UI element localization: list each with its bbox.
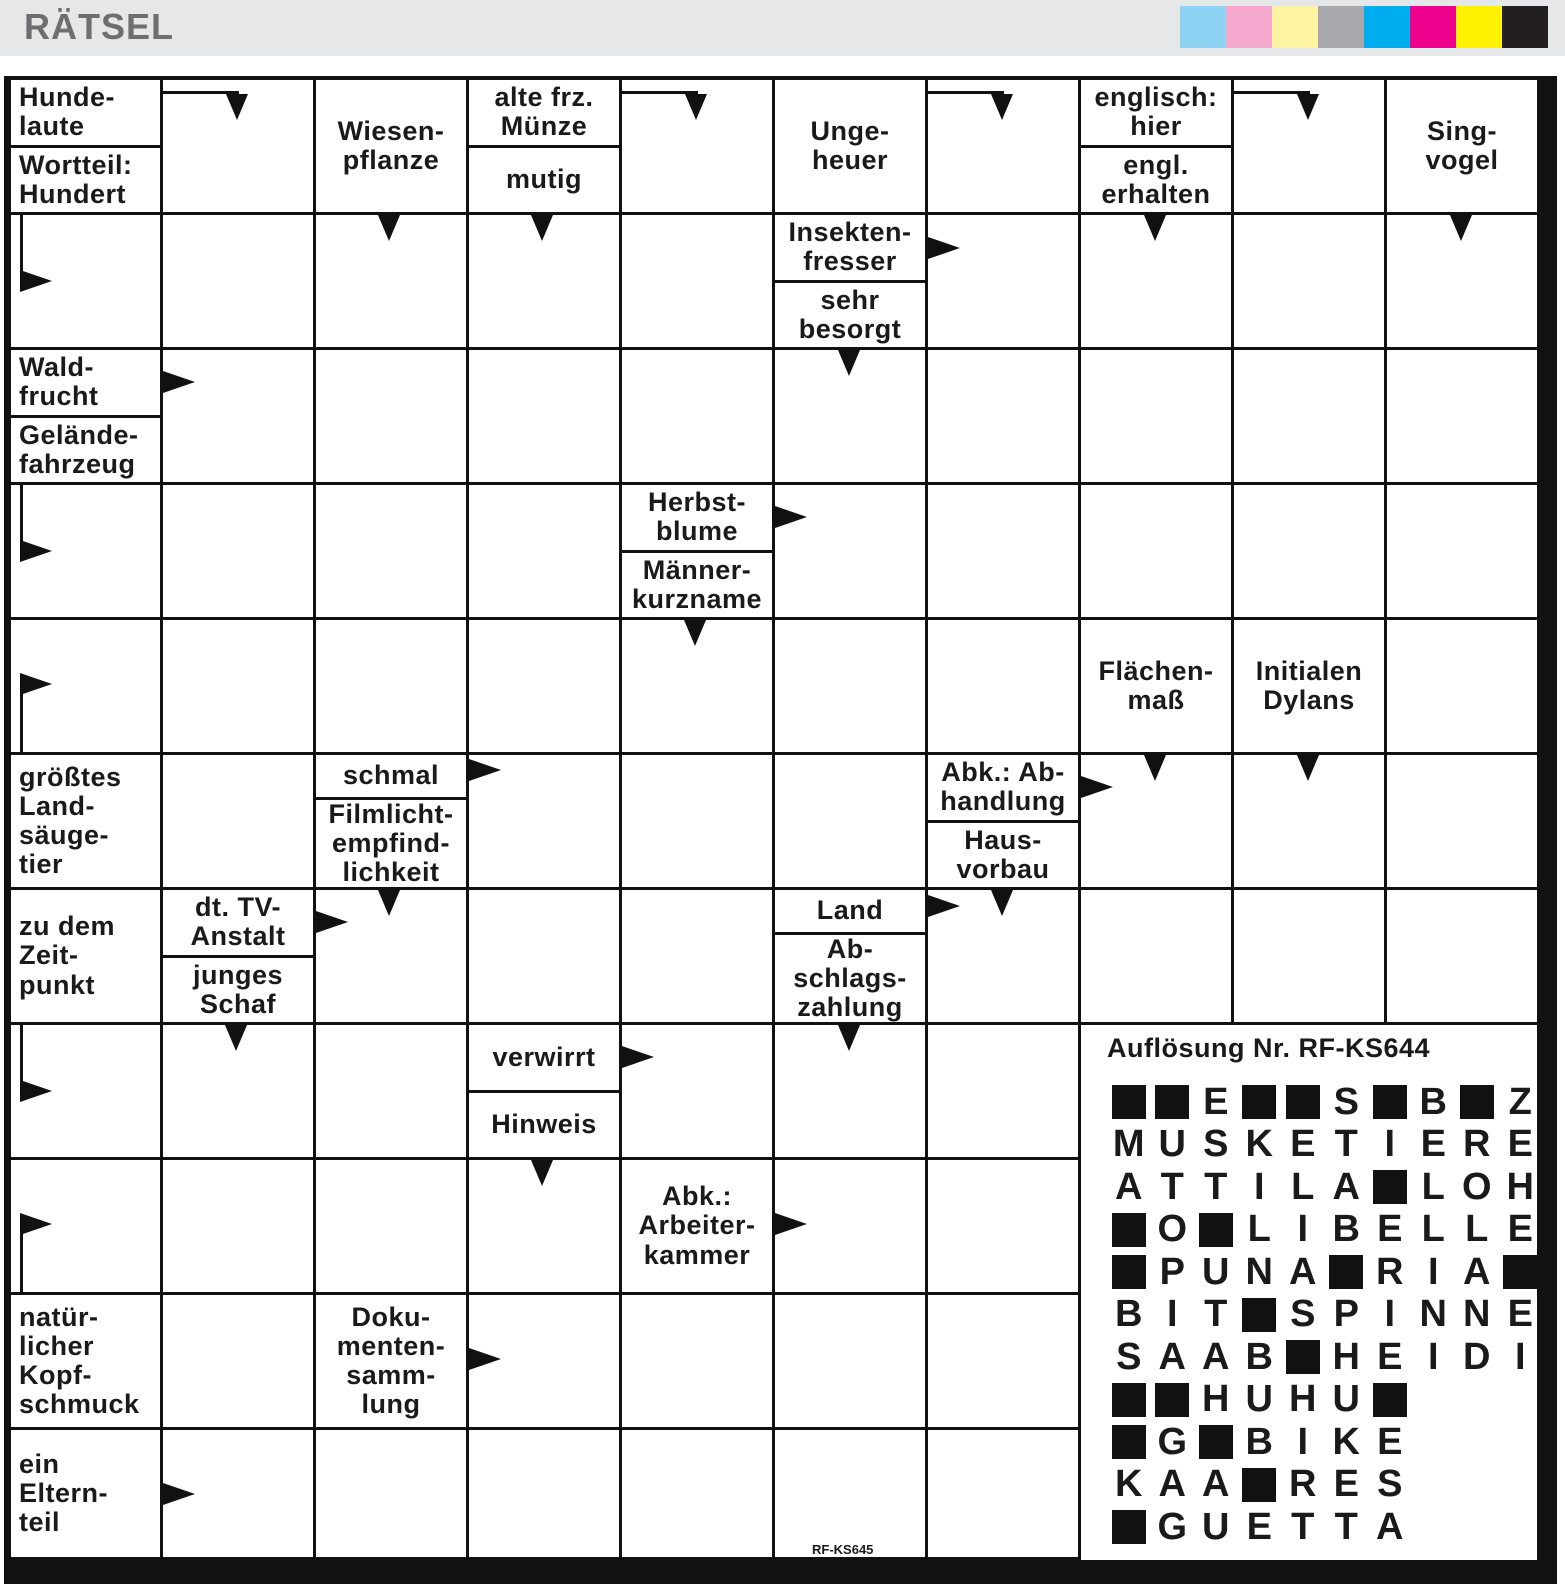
answer-cell[interactable] — [1081, 890, 1231, 1022]
solution-letter: H — [1332, 1335, 1360, 1378]
solution-letter: I — [1297, 1208, 1309, 1250]
solution-letter: E — [1333, 1463, 1359, 1505]
answer-cell[interactable] — [163, 1160, 313, 1292]
answer-cell[interactable] — [163, 1295, 313, 1427]
solution-row — [1107, 1378, 1412, 1420]
answer-cell[interactable] — [622, 215, 772, 347]
arrow-down-icon — [1144, 215, 1166, 241]
header-bar — [0, 0, 1565, 56]
solution-letter: L — [1247, 1208, 1271, 1250]
arrow-right-icon — [20, 1080, 52, 1102]
solution-letter: E — [1420, 1123, 1446, 1165]
arrow-right-icon — [316, 911, 348, 933]
answer-cell[interactable] — [163, 620, 313, 752]
solution-row — [1107, 1293, 1542, 1335]
solution-letter: K — [1115, 1463, 1143, 1505]
clue-cell — [622, 485, 772, 617]
answer-cell[interactable] — [775, 620, 925, 752]
answer-cell[interactable] — [1234, 215, 1384, 347]
clue-cell — [316, 80, 466, 212]
page-title: RÄTSEL — [24, 6, 174, 47]
solution-letter: U — [1245, 1378, 1273, 1420]
clue-text: Hinweis — [469, 1090, 619, 1158]
clue-text: Hunde- laute — [19, 82, 115, 142]
answer-cell[interactable] — [928, 1295, 1078, 1427]
answer-cell[interactable] — [1234, 890, 1384, 1022]
solution-letter: A — [1158, 1463, 1186, 1505]
solution-letter: S — [1377, 1463, 1403, 1505]
solution-letter: K — [1332, 1420, 1360, 1463]
solution-letter: I — [1384, 1123, 1396, 1165]
clue-text: englisch: hier — [1094, 82, 1218, 142]
answer-cell[interactable] — [775, 1430, 925, 1557]
clue-text: Ab- schlags- zahlung — [775, 932, 925, 1022]
arrow-down-icon — [838, 1025, 860, 1051]
color-swatch — [1226, 6, 1272, 48]
clue-cell — [316, 1295, 466, 1427]
solution-letter: D — [1463, 1335, 1491, 1378]
solution-letter: P — [1159, 1250, 1185, 1293]
solution-letter: L — [1421, 1165, 1445, 1208]
clue-text: größtes Land- säuge- tier — [19, 761, 122, 880]
solution-block — [1460, 1085, 1494, 1119]
answer-cell[interactable] — [316, 620, 466, 752]
solution-block — [1112, 1425, 1146, 1459]
solution-letter: L — [1465, 1208, 1489, 1250]
solution-row — [1107, 1208, 1542, 1250]
solution-letter: G — [1157, 1505, 1188, 1548]
solution-row — [1107, 1250, 1542, 1293]
solution-letter: G — [1157, 1420, 1188, 1463]
clue-cell — [622, 1160, 772, 1292]
solution-letter: B — [1115, 1293, 1143, 1335]
solution-row — [1107, 1505, 1412, 1548]
clue-text: Filmlicht- empfind- lichkeit — [316, 797, 466, 887]
arrow-down-icon — [531, 215, 553, 241]
solution-block — [1112, 1213, 1146, 1247]
clue-text: natür- licher Kopf- schmuck — [19, 1301, 140, 1420]
solution-block — [1199, 1213, 1233, 1247]
solution-letter: I — [1166, 1293, 1178, 1335]
clue-text: engl. erhalten — [1081, 145, 1231, 213]
answer-cell[interactable] — [928, 1430, 1078, 1557]
solution-letter: P — [1333, 1293, 1359, 1335]
solution-letter: S — [1203, 1123, 1229, 1165]
solution-letter: I — [1384, 1293, 1396, 1335]
solution-block — [1373, 1085, 1407, 1119]
color-swatch — [1502, 6, 1548, 48]
crossword-board — [4, 76, 1557, 1584]
solution-row — [1107, 1420, 1412, 1463]
answer-cell[interactable] — [928, 485, 1078, 617]
arrow-down-icon — [1144, 755, 1166, 781]
clue-cell — [1081, 80, 1231, 212]
clue-cell — [163, 890, 313, 1022]
arrow-down-icon — [685, 94, 707, 120]
clue-text: Unge- heuer — [810, 115, 890, 175]
clue-text: Land — [816, 895, 884, 926]
solution-letter: K — [1245, 1123, 1273, 1165]
solution-letter: T — [1291, 1505, 1315, 1548]
solution-letter: U — [1202, 1250, 1230, 1293]
answer-cell[interactable] — [928, 350, 1078, 482]
solution-letter: A — [1289, 1250, 1317, 1293]
solution-title: Auflösung Nr. RF-KS644 — [1107, 1033, 1431, 1063]
answer-cell[interactable] — [1081, 350, 1231, 482]
solution-letter: N — [1463, 1293, 1491, 1335]
color-calibration-strip — [1180, 6, 1548, 48]
arrow-down-icon — [1450, 215, 1472, 241]
solution-block — [1286, 1340, 1320, 1374]
clue-text: Abk.: Ab- handlung — [940, 757, 1066, 817]
answer-cell[interactable] — [1081, 485, 1231, 617]
answer-cell[interactable] — [469, 890, 619, 1022]
clue-text: ein Eltern- teil — [19, 1448, 109, 1538]
answer-cell[interactable] — [622, 1430, 772, 1557]
arrow-right-icon — [775, 1213, 807, 1235]
answer-cell[interactable] — [316, 1430, 466, 1557]
arrow-down-icon — [991, 890, 1013, 916]
solution-block — [1155, 1383, 1189, 1417]
arrow-down-icon — [378, 215, 400, 241]
answer-cell[interactable] — [316, 350, 466, 482]
color-swatch — [1180, 6, 1226, 48]
solution-letter: A — [1158, 1335, 1186, 1378]
solution-letter: T — [1204, 1165, 1228, 1208]
answer-cell[interactable] — [469, 1430, 619, 1557]
answer-cell[interactable] — [163, 755, 313, 887]
answer-cell[interactable] — [1387, 485, 1537, 617]
clue-text: Abk.: Arbeiter- kammer — [638, 1181, 756, 1270]
clue-cell — [11, 80, 160, 212]
solution-letter: B — [1245, 1420, 1273, 1463]
solution-row — [1107, 1463, 1412, 1505]
answer-cell[interactable] — [622, 350, 772, 482]
clue-text: Flächen- maß — [1098, 655, 1214, 715]
arrow-down-icon — [838, 350, 860, 376]
solution-letter: A — [1332, 1165, 1360, 1208]
arrow-right-icon — [20, 1213, 52, 1235]
answer-cell[interactable] — [1387, 755, 1537, 887]
clue-text: Haus- vorbau — [928, 820, 1078, 888]
clue-text: Insekten- fresser — [788, 217, 912, 277]
solution-letter: N — [1245, 1250, 1273, 1293]
clue-cell — [11, 350, 160, 482]
arrow-down-icon — [378, 890, 400, 916]
answer-cell[interactable] — [1387, 620, 1537, 752]
solution-letter: I — [1297, 1420, 1309, 1463]
solution-letter: I — [1253, 1165, 1265, 1208]
clue-text: Herbst- blume — [647, 487, 746, 547]
solution-letter: T — [1204, 1293, 1228, 1335]
solution-letter: N — [1419, 1293, 1447, 1335]
clue-text: Initialen Dylans — [1255, 655, 1363, 715]
clue-cell — [1387, 80, 1537, 212]
arrow-right-icon — [469, 1348, 501, 1370]
solution-letter: I — [1427, 1250, 1439, 1293]
solution-letter: O — [1461, 1165, 1492, 1208]
solution-letter: E — [1203, 1080, 1229, 1123]
answer-cell[interactable] — [163, 215, 313, 347]
answer-cell[interactable] — [775, 485, 925, 617]
color-swatch — [1364, 6, 1410, 48]
clue-text: dt. TV- Anstalt — [190, 892, 286, 952]
clue-cell — [469, 80, 619, 212]
arrow-right-icon — [928, 895, 960, 917]
solution-block — [1503, 1255, 1537, 1289]
arrow-right-icon — [1081, 776, 1113, 798]
solution-block — [1112, 1383, 1146, 1417]
solution-letter: U — [1158, 1123, 1186, 1165]
solution-letter: B — [1332, 1208, 1360, 1250]
arrow-right-icon — [775, 506, 807, 528]
solution-block — [1112, 1510, 1146, 1544]
solution-block — [1112, 1085, 1146, 1119]
solution-block — [1242, 1085, 1276, 1119]
answer-cell[interactable] — [928, 1025, 1078, 1157]
solution-letter: S — [1290, 1293, 1316, 1335]
solution-letter: L — [1421, 1208, 1445, 1250]
solution-letter: H — [1202, 1378, 1230, 1420]
answer-cell[interactable] — [622, 1025, 772, 1157]
color-swatch — [1456, 6, 1502, 48]
answer-cell[interactable] — [1387, 350, 1537, 482]
solution-letter: H — [1289, 1378, 1317, 1420]
arrow-right-icon — [469, 759, 501, 781]
clue-text: Sing- vogel — [1425, 115, 1499, 175]
solution-letter: E — [1377, 1420, 1403, 1463]
arrow-down-icon — [1297, 94, 1319, 120]
solution-letter: Z — [1508, 1080, 1532, 1123]
solution-letter: M — [1112, 1123, 1145, 1165]
answer-cell[interactable] — [622, 890, 772, 1022]
arrow-down-icon — [531, 1160, 553, 1186]
solution-letter: E — [1290, 1123, 1316, 1165]
solution-letter: E — [1246, 1505, 1272, 1548]
solution-letter: U — [1332, 1378, 1360, 1420]
arrow-right-icon — [163, 1483, 195, 1505]
clue-text: junges Schaf — [163, 955, 313, 1023]
solution-block — [1329, 1255, 1363, 1289]
answer-cell[interactable] — [775, 755, 925, 887]
solution-letter: L — [1291, 1165, 1315, 1208]
answer-cell[interactable] — [622, 1295, 772, 1427]
solution-letter: H — [1506, 1165, 1534, 1208]
answer-cell[interactable] — [1234, 485, 1384, 617]
solution-letter: S — [1116, 1335, 1142, 1378]
arrow-right-icon — [163, 371, 195, 393]
solution-letter: A — [1463, 1250, 1491, 1293]
color-swatch — [1318, 6, 1364, 48]
solution-block — [1242, 1298, 1276, 1332]
clue-cell — [316, 755, 466, 887]
solution-letter: B — [1419, 1080, 1447, 1123]
puzzle-code: RF-KS645 — [812, 1542, 874, 1557]
answer-cell[interactable] — [928, 620, 1078, 752]
color-swatch — [1410, 6, 1456, 48]
solution-letter: A — [1202, 1335, 1230, 1378]
solution-letter: T — [1334, 1505, 1358, 1548]
answer-cell[interactable] — [928, 1160, 1078, 1292]
solution-block — [1242, 1468, 1276, 1502]
solution-row — [1107, 1123, 1542, 1165]
clue-cell — [775, 215, 925, 347]
arrow-right-icon — [20, 540, 52, 562]
answer-cell[interactable] — [316, 485, 466, 617]
arrow-right-icon — [622, 1046, 654, 1068]
solution-block — [1286, 1085, 1320, 1119]
solution-letter: E — [1377, 1335, 1403, 1378]
clue-cell — [1081, 620, 1231, 752]
answer-cell[interactable] — [469, 485, 619, 617]
clue-cell — [775, 890, 925, 1022]
clue-cell — [11, 1295, 160, 1427]
answer-cell[interactable] — [928, 215, 1078, 347]
clue-cell — [11, 890, 160, 1022]
solution-letter: A — [1376, 1505, 1404, 1548]
solution-letter: A — [1202, 1463, 1230, 1505]
solution-letter: B — [1245, 1335, 1273, 1378]
clue-text: mutig — [469, 145, 619, 213]
solution-letter: T — [1160, 1165, 1184, 1208]
solution-block — [1373, 1383, 1407, 1417]
solution-letter: E — [1507, 1208, 1533, 1250]
solution-letter: R — [1289, 1463, 1317, 1505]
answer-cell[interactable] — [1234, 350, 1384, 482]
clue-text: schmal — [342, 760, 440, 791]
clue-text: Wortteil: Hundert — [11, 145, 160, 213]
color-swatch — [1272, 6, 1318, 48]
clue-cell — [11, 1430, 160, 1557]
answer-cell[interactable] — [163, 485, 313, 617]
solution-letter: R — [1376, 1250, 1404, 1293]
clue-cell — [775, 80, 925, 212]
solution-letter: E — [1377, 1208, 1403, 1250]
solution-letter: O — [1157, 1208, 1188, 1250]
solution-letter: I — [1427, 1335, 1439, 1378]
clue-text: alte frz. Münze — [494, 82, 594, 142]
answer-cell[interactable] — [775, 1295, 925, 1427]
solution-row — [1107, 1165, 1542, 1208]
clue-cell — [1234, 620, 1384, 752]
clue-cell — [928, 755, 1078, 887]
answer-cell[interactable] — [316, 1160, 466, 1292]
arrow-right-icon — [20, 673, 52, 695]
clue-text: Doku- menten- samm- lung — [336, 1301, 446, 1420]
clue-text: Wald- frucht — [19, 352, 99, 412]
solution-block — [1112, 1255, 1146, 1289]
answer-cell[interactable] — [622, 755, 772, 887]
clue-text: Gelände- fahrzeug — [11, 415, 160, 483]
solution-block — [1155, 1085, 1189, 1119]
arrow-right-icon — [20, 270, 52, 292]
solution-row — [1107, 1335, 1542, 1378]
solution-letter: I — [1514, 1335, 1526, 1378]
answer-cell[interactable] — [469, 620, 619, 752]
arrow-down-icon — [991, 94, 1013, 120]
arrow-down-icon — [1297, 755, 1319, 781]
solution-letter: T — [1334, 1123, 1358, 1165]
clue-text: verwirrt — [492, 1041, 596, 1072]
solution-letter: E — [1507, 1123, 1533, 1165]
solution-panel — [1081, 1025, 1537, 1560]
clue-cell — [469, 1025, 619, 1157]
clue-text: sehr besorgt — [775, 280, 925, 348]
answer-cell[interactable] — [316, 1025, 466, 1157]
solution-block — [1199, 1425, 1233, 1459]
solution-letter: E — [1507, 1293, 1533, 1335]
clue-text: zu dem Zeit- punkt — [19, 911, 116, 1000]
solution-block — [1373, 1170, 1407, 1204]
clue-text: Wiesen- pflanze — [337, 115, 445, 175]
arrow-down-icon — [226, 94, 248, 120]
solution-letter: A — [1115, 1165, 1143, 1208]
arrow-right-icon — [928, 237, 960, 259]
clue-text: Männer- kurzname — [622, 550, 772, 618]
solution-letter: U — [1202, 1505, 1230, 1548]
answer-cell[interactable] — [1387, 890, 1537, 1022]
clue-cell — [11, 755, 160, 887]
arrow-down-icon — [225, 1025, 247, 1051]
arrow-down-icon — [684, 620, 706, 646]
answer-cell[interactable] — [469, 350, 619, 482]
solution-letter: R — [1463, 1123, 1491, 1165]
answer-cell[interactable] — [163, 350, 313, 482]
solution-row — [1107, 1080, 1542, 1123]
solution-letter: S — [1333, 1080, 1359, 1123]
